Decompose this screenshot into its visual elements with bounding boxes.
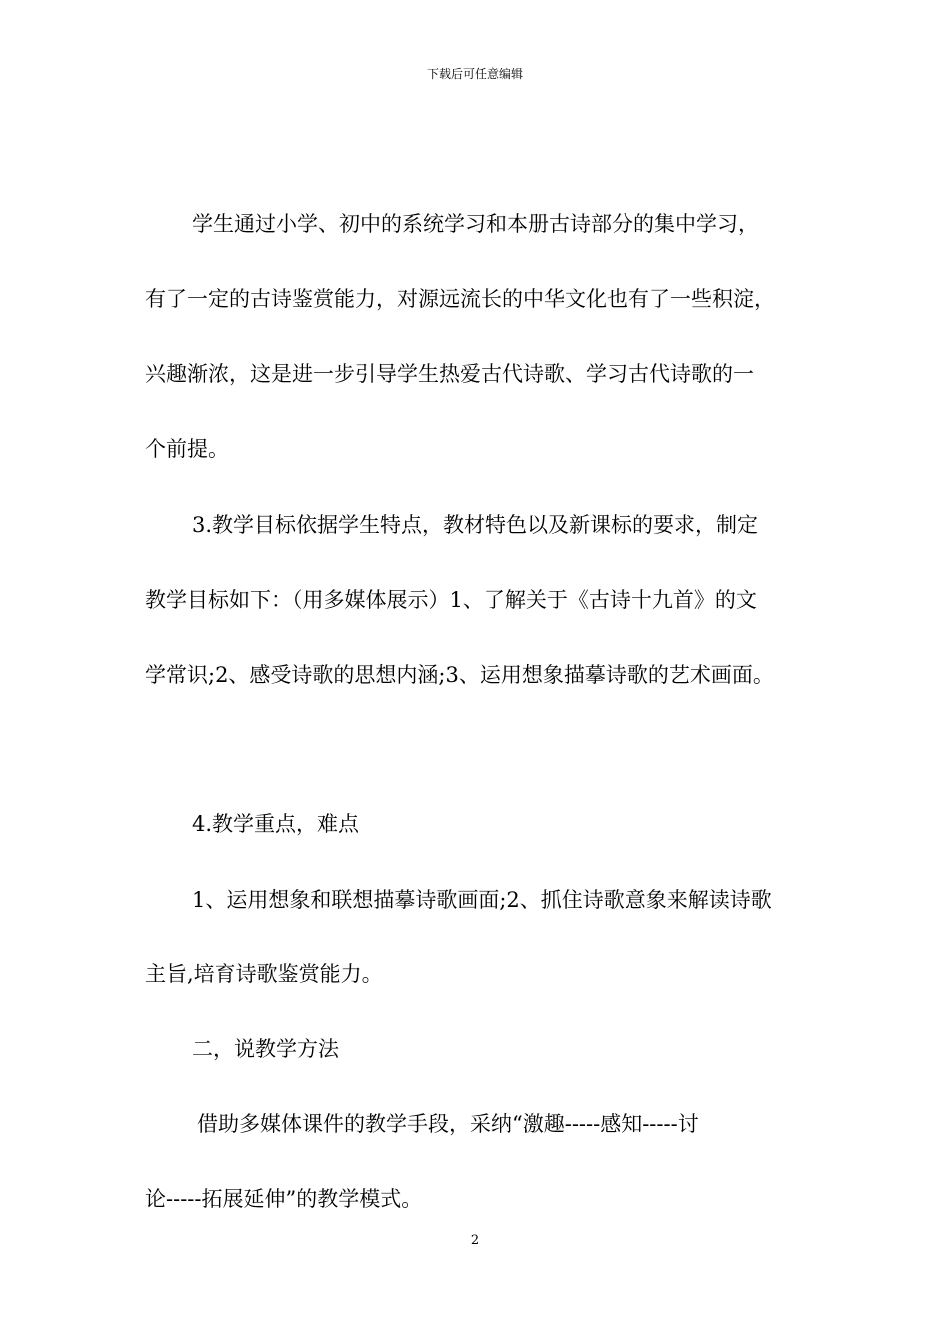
body-line-1: 学生通过小学、初中的系统学习和本册古诗部分的集中学习， [192, 212, 759, 236]
body-line-7: 学常识;2、感受诗歌的思想内涵;3、运用想象描摹诗歌的艺术画面。 [145, 663, 774, 687]
body-line-3: 兴趣渐浓，这是进一步引导学生热爱古代诗歌、学习古代诗歌的一 [145, 362, 754, 386]
page-header: 下载后可任意编辑 [426, 67, 523, 81]
body-line-4: 个前提。 [145, 437, 229, 461]
body-line-2: 有了一定的古诗鉴赏能力，对源远流长的中华文化也有了一些积淀， [145, 287, 775, 311]
page-number: 2 [470, 1233, 480, 1248]
body-line-10: 主旨,培育诗歌鉴赏能力。 [145, 962, 383, 986]
body-line-9: 1、运用想象和联想描摹诗歌画面;2、抓住诗歌意象来解读诗歌 [192, 888, 772, 912]
body-line-6: 教学目标如下：（用多媒体展示）1、了解关于《古诗十九首》的文 [145, 588, 757, 612]
body-line-5: 3.教学目标依据学生特点，教材特色以及新课标的要求，制定 [192, 513, 759, 537]
body-line-12: 借助多媒体课件的教学手段，采纳“激趣-----感知-----讨 [197, 1112, 699, 1136]
section-heading-teaching-method: 二，说教学方法 [192, 1037, 339, 1061]
body-line-13: 论-----拓展延伸”的教学模式。 [145, 1187, 423, 1211]
section-heading-key-points: 4.教学重点，难点 [192, 812, 360, 836]
